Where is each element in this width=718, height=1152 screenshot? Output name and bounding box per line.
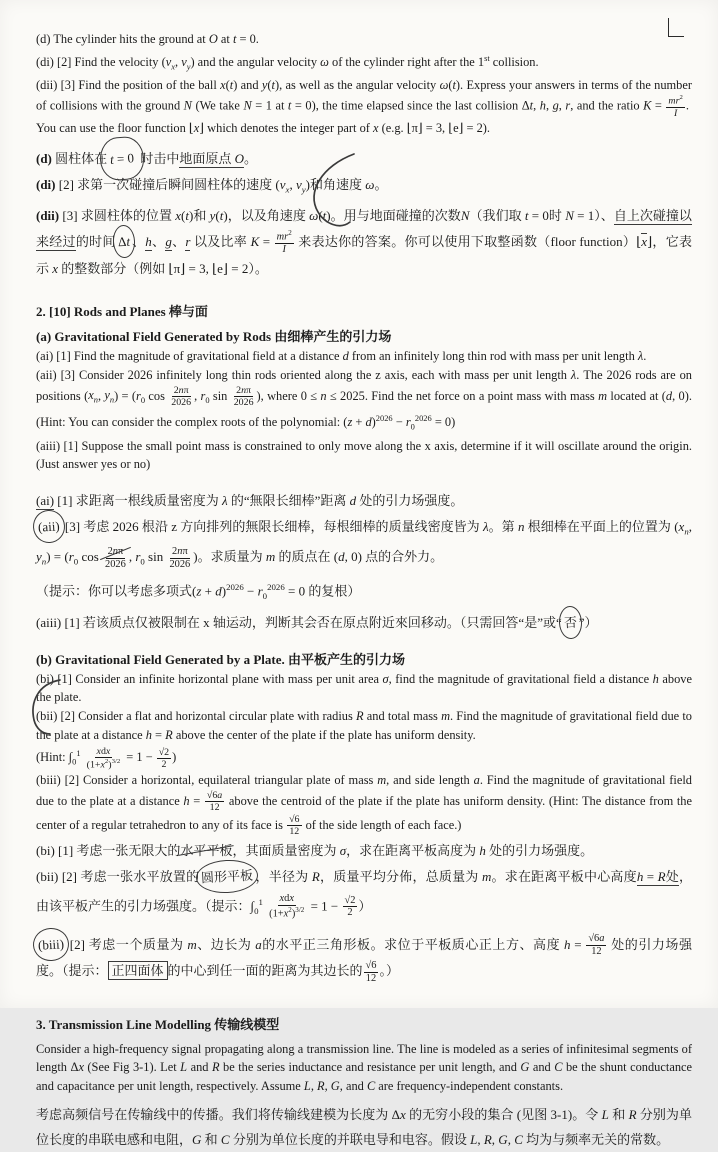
problem3-intro-en: Consider a high-frequency signal propagating along a transmission line. The line is modeled as a series of infinitesimal segments of length Δx (See Fig 3-1). Let L and R be the series inductance and resistance per unit length, and G and C be the shunt conductance and capacitance per unit length, respectively. Assume L, R, G, and C are frequency-independent constants. bbox=[36, 1041, 693, 1093]
problem2-bi-zh: (bi) [1] 考虑一张无限大的水平平板，其面质量密度为 σ，求在距离平板高度为 h 处的引力场强度。 bbox=[36, 838, 692, 863]
document-content bbox=[36, 30, 692, 1152]
problem2-ai-zh: (ai) [1] 求距离一根线质量密度为 λ 的“無限长细棒”距离 d 处的引力场强度。 bbox=[36, 492, 464, 508]
problem1-dii-en: (dii) [3] Find the position of the ball x(t) and y(t), as well as the angular velocity ω(t). Express your answers in terms of the number of collisions with the ground N (We take N = 1 at t = 0), the time elapsed since the last collision Δt, h, g, r, and the ratio K = $\frac{mr^2}{I}$ . You can use the floor function ⌊x⌋ which denotes the integer part of x (e.g. ⌊π⌋ = 3, ⌊e⌋ = 2). bbox=[36, 77, 693, 136]
problem2-aiii-zh: (aiii) [1] 若该质点仅被限制在 x 轴运动，判断其会否在原点附近來回移动。（只需回答“是”或“ 否 ”） bbox=[36, 609, 692, 636]
problem2-bii-zh: (bii) [2] 考虑一张水平放置的 圆形平板 ，半径为 R，质量平均分佈，总质量为 m。求在距离平板中心高度h = R处，由该平板产生的引力场强度。（提示：$\int_0^1$ xdx $(1+x^2)^{3/2}$ = 1 − $\frac{√2}{2}$ ） bbox=[36, 863, 692, 924]
problem2-bii-hint-en: (Hint: $\int_0^1$ xdx $(1+x^2)^{3/2}$ = 1 − $\frac{√2}{2}$ ) bbox=[36, 745, 177, 771]
problem1-d-zh: (d) 圆柱体在 t = 0 时击中地面原点 O。 bbox=[36, 145, 692, 172]
problem1-d-en: (d) The cylinder hits the ground at O at t = 0. bbox=[36, 32, 259, 46]
problem2-aii-zh: (aii) [3] 考虑 2026 根沿 z 方向排列的無限长细棒，每根细棒的质量线密度皆为 λ。第 n 根细棒在平面上的位置为 ($x_n$, $y_n) = (r_0$ cos $\frac{2n\pi}{2026}$ , $r_0$ sin $\frac{2n\pi}{2026}$ )。求质量为 m 的质点在 (d, 0) 点的合外力。 bbox=[36, 513, 692, 575]
problem1-di-zh: (di) [2] 求第一次碰撞后瞬间圆柱体的速度 ($v_x$, $v_y$)和角速度 ω。 bbox=[36, 177, 388, 195]
problem1-di-en: (di) [2] Find the velocity ($v_x$, $v_y$) and the angular velocity ω of the cylinder right after the 1st collision. bbox=[36, 52, 539, 72]
problem2-aiii-en: (aiii) [1] Suppose the small point mass is constrained to only move along the x axis, determine if it will oscillate around the origin. (Just answer yes or no) bbox=[36, 438, 692, 472]
problem2a-title: (a) Gravitational Field Generated by Rods 由细棒产生的引力场 bbox=[36, 329, 392, 345]
problem2-bii-en: (bii) [2] Consider a flat and horizontal circular plate with radius R and total mass m. Find the magnitude of gravitational field due to the plate at a distance h = R above the center of the plate if the plate has uniform density. bbox=[36, 709, 693, 742]
problem3-intro-zh: 考虑高频信号在传输线中的传播。我们将传输线建模为长度为 Δx 的无穷小段的集合 (见图 3-1)。令 L 和 R 分别为单位长度的串联电感和电阻，G 和 C 分别为单位长度的并联电导和电容。假设 L, R, G, C 均为与频率无关的常数。 bbox=[36, 1107, 692, 1148]
problem2-aii-en: (aii) [3] Consider 2026 infinitely long thin rods oriented along the z axis, each with mass per unit length λ. The 2026 rods are on positions ($x_n$, $y_n) = (r_0$ cos $\frac{2n\pi}{2026}$ , $r_0$ sin $\frac{2n\pi}{2026}$ ), where 0 ≤ n ≤ 2025. Find the net force on a point mass with mass m located at (d, 0). (Hint: You can consider the complex roots of the polynomial: $(z + d)^{2026} - r_0^{2026} = 0$) bbox=[36, 367, 692, 432]
problem2-bi-en: (bi) [1] Consider an infinite horizontal plane with mass per unit area σ, find the magnitude of gravitational field a distance h above the plate. bbox=[36, 671, 692, 705]
problem2-biii-en: (biii) [2] Consider a horizontal, equilateral triangular plate of mass m, and side length a. Find the magnitude of gravitational field due to the plate at a distance h = $\frac{√6a}{12}$ above the centroid of the plate if the plate has uniform density. (Hint: The distance from the center of a regular tetrahedron to any of its face is $\frac{√6}{12}$ of the side length of each face.) bbox=[36, 773, 693, 838]
problem3-title: 3. Transmission Line Modelling 传输线模型 bbox=[36, 1016, 280, 1032]
problem2b-title: (b) Gravitational Field Generated by a Plate. 由平板产生的引力场 bbox=[36, 651, 406, 667]
problem2-biii-zh: (biii) [2] 考虑一个质量为 m、边长为 a的水平正三角形板。求位于平板质心正上方、高度 h = $\frac{√6a}{12}$ 处的引力场强度。（提示： 正四面体 的中心到任一面的距离为其边长的 $\frac{√6}{12}$ 。） bbox=[36, 931, 692, 985]
problem2-ai-en: (ai) [1] Find the magnitude of gravitational field at a distance d from an infinitely long thin rod with mass per unit length λ. bbox=[36, 349, 647, 364]
problem2-aii-hint-zh: （提示：你可以考虑多项式$(z + d)^{2026} - r_0^{2026} = 0$ 的复根） bbox=[36, 581, 361, 601]
problem2-title: 2. [10] Rods and Planes 棒与面 bbox=[36, 304, 208, 320]
problem1-dii-zh: (dii) [3] 求圆柱体的位置 x(t)和 y(t)，以及角速度 ω(t)。用与地面碰撞的次数N（我们取 t = 0时 N = 1）、自上次碰撞以来经过的时间 Δt 、h、g、r 以及比率 K = $\frac{mr^2}{I}$ 来表达你的答案。你可以使用下取整函数（floor function）⌊x⌋，它表示 x 的整数部分（例如 ⌊π⌋ = 3, ⌊e⌋ = 2）。 bbox=[36, 207, 692, 277]
